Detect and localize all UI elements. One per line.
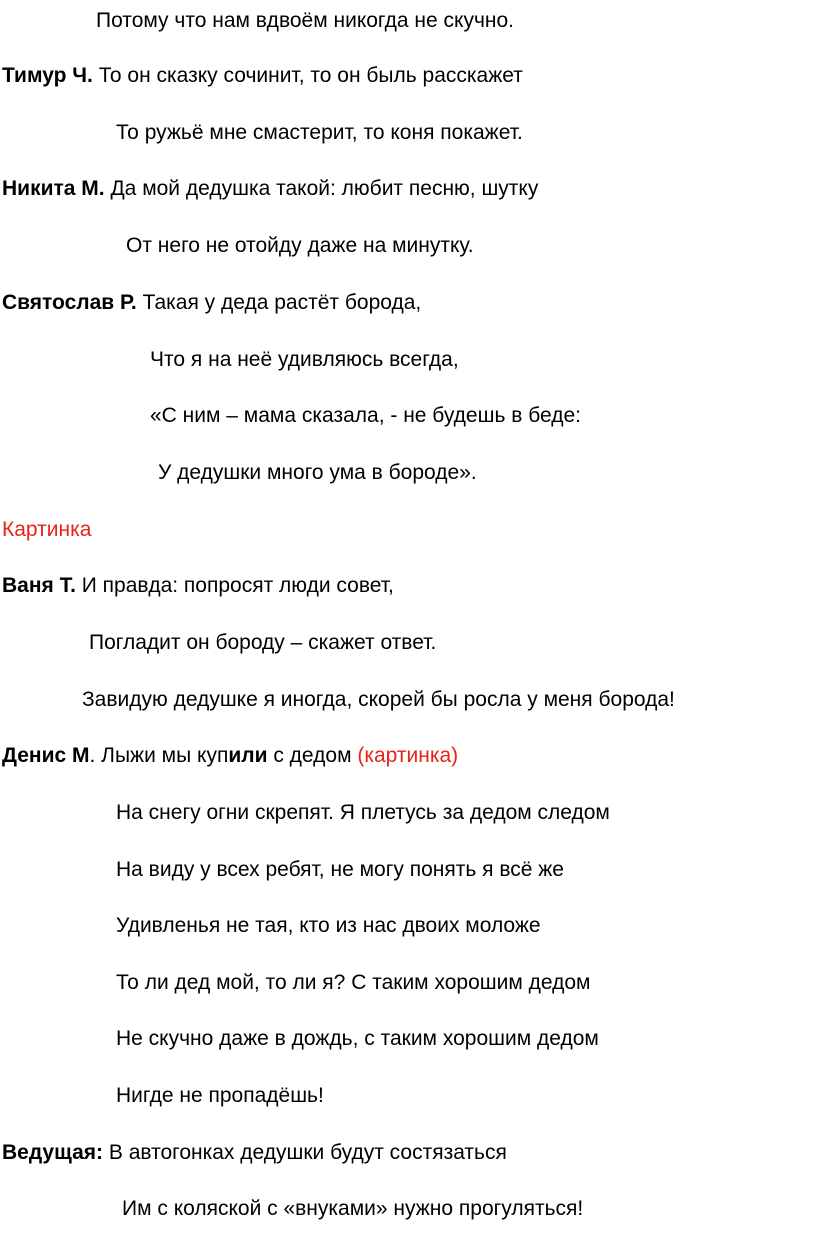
line-21 [2, 1140, 507, 1166]
line-text: «С ним – мама сказала, - не будешь в беде: [150, 404, 581, 427]
line-text: То ружьё мне смастерит, то коня покажет. [116, 121, 523, 144]
line-13 [82, 687, 675, 713]
line-text: Не скучно даже в дождь, с таким хорошим дедом [116, 1027, 599, 1050]
line-18 [116, 970, 590, 996]
line-5 [126, 233, 474, 259]
line-11 [2, 573, 394, 599]
line-text: На снегу огни скрепят. Я плетусь за дедом следом [116, 801, 610, 824]
line-19 [116, 1026, 599, 1052]
line-text: Что я на неё удивляюсь всегда, [150, 348, 459, 371]
line-8 [150, 403, 581, 429]
picture-note [2, 517, 91, 543]
line-text-bold: или [228, 744, 268, 767]
line-text: Такая у деда растёт борода, [136, 291, 422, 314]
line-14 [2, 743, 458, 769]
line-text: Погладит он бороду – скажет ответ. [89, 631, 437, 654]
line-text: Завидую дедушке я иногда, скорей бы росла у меня борода! [82, 688, 675, 711]
line-2 [2, 63, 523, 89]
line-6 [2, 290, 421, 316]
line-text: На виду у всех ребят, не могу понять я всё же [116, 858, 564, 881]
line-text: Им с коляской с «внуками» нужно прогуляться! [122, 1197, 584, 1220]
line-3 [116, 120, 523, 146]
line-text: В автогонках дедушки будут состязаться [103, 1141, 507, 1164]
line-text: То ли дед мой, то ли я? С таким хорошим дедом [116, 971, 591, 994]
line-text: . Лыжи мы куп [89, 744, 229, 767]
speaker-name: Денис М [2, 744, 90, 767]
line-text: У дедушки много ума в бороде». [158, 461, 477, 484]
line-20 [116, 1083, 324, 1109]
line-text: Картинка [2, 518, 92, 541]
speaker-name: Святослав Р. [2, 291, 137, 314]
line-15 [116, 800, 610, 826]
line-text: Нигде не пропадёшь! [116, 1084, 324, 1107]
line-22 [122, 1196, 583, 1222]
speaker-name: Ведущая: [2, 1141, 104, 1164]
line-1 [96, 8, 514, 34]
speaker-name: Ваня Т. [2, 574, 76, 597]
line-17 [116, 913, 541, 939]
line-text: То он сказку сочинит, то он быль расскажет [92, 64, 523, 87]
line-12 [89, 630, 436, 656]
line-16 [116, 857, 564, 883]
line-4 [2, 176, 538, 202]
line-text: Да мой дедушка такой: любит песню, шутку [104, 177, 539, 200]
speaker-name: Тимур Ч. [2, 64, 93, 87]
line-9 [158, 460, 477, 486]
line-text: с дедом [267, 744, 358, 767]
line-7 [150, 347, 459, 373]
line-text: Удивленья не тая, кто из нас двоих моложе [116, 914, 541, 937]
line-text: От него не отойду даже на минутку. [126, 234, 474, 257]
line-text: Потому что нам вдвоём никогда не скучно. [96, 9, 514, 32]
speaker-name: Никита М. [2, 177, 105, 200]
line-text: И правда: попросят люди совет, [75, 574, 394, 597]
picture-note: (картинка) [357, 744, 459, 767]
